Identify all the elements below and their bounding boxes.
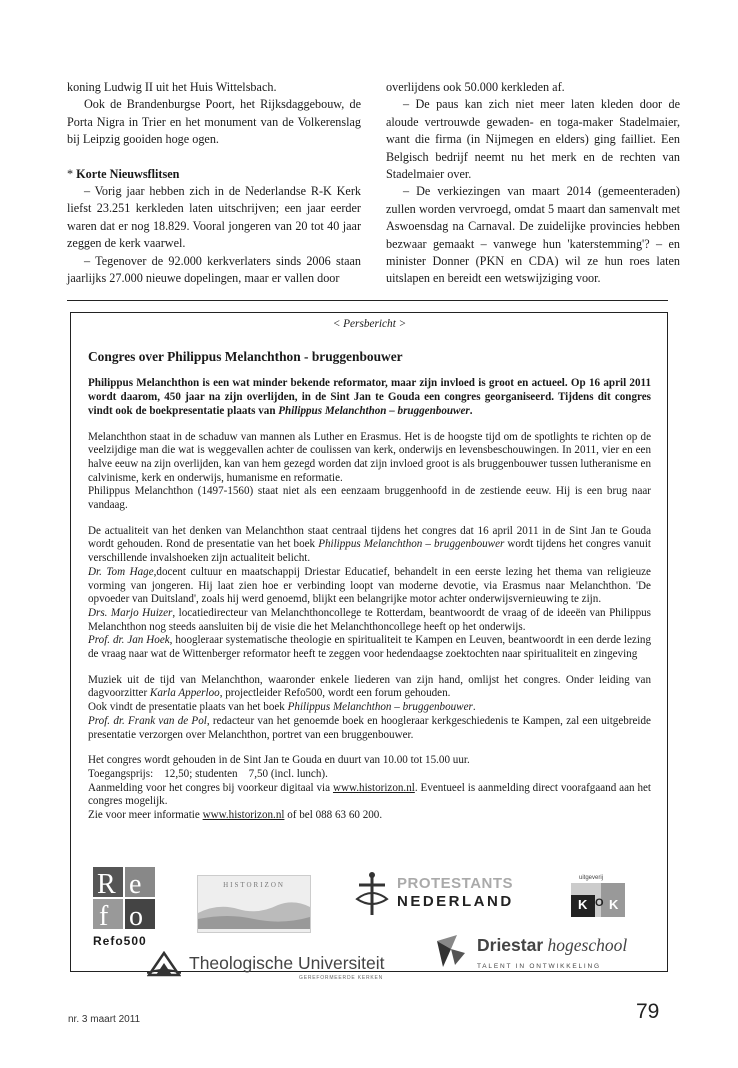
speaker-4-name: Prof. dr. Frank van de Pol — [88, 714, 207, 727]
info4-text-b: of bel 088 63 60 200. — [284, 809, 383, 822]
right-paragraph-3: – De verkiezingen van maart 2014 (gemeenteraden) zullen worden vervroegd, omdat 5 maart dan samenvalt met Aswoensdag na Carnaval. De zuidelijke provincies hebben bezwaar gemaakt – vanwege hun 'katerstemming'? – en minister Donner (PKN en CDA) wil ze hun roes laten uitslapen en bereidt een wetswijziging voor. — [386, 184, 680, 286]
left-paragraph-3: – Vorig jaar hebben zich in de Nederlandse R-K Kerk liefst 23.251 kerkleden laten uitschrijven; een jaar eerder waren dat er nog 18.829. Vooral jongeren van 20 tot 40 jaar zeggen de kerk vaarwel. — [67, 184, 361, 251]
kok-letter-o: O — [595, 897, 604, 909]
issue-label: nr. 3 maart 2011 — [68, 1014, 141, 1025]
right-paragraph-1: overlijdens ook 50.000 kerkleden af. — [386, 80, 565, 94]
pkn-dove-icon — [351, 869, 393, 917]
heading-text: Korte Nieuwsflitsen — [76, 166, 180, 181]
para4-text-b: , projectleider Refo500, wordt een forum gehouden. — [219, 687, 451, 700]
refo500-text: Refo500 — [93, 934, 147, 948]
refo500-mark-icon — [93, 867, 157, 929]
historizon-text: HISTORIZON — [223, 881, 285, 889]
left-paragraph-2: Ook de Brandenburgse Poort, het Rijksdaggebouw, de Porta Nigra in Trier en het monument van de Volkerenslag bij Leipzig gooiden hoge ogen. — [67, 97, 361, 147]
para4-name: Karla Apperloo — [149, 687, 220, 700]
info4-text-a: Zie voor meer informatie — [88, 809, 203, 822]
press-release-content — [88, 313, 651, 823]
press-release-box — [70, 312, 668, 981]
tu-text: Theologische Universiteit — [189, 953, 385, 973]
historizon-landscape-icon — [198, 889, 310, 929]
press-paragraph-2: Philippus Melanchthon (1497-1560) staat niet als een eenzaam bruggenhoofd in de zestiende eeuw. Hij is een brug naar vandaag. — [88, 485, 651, 512]
svg-text:f: f — [99, 901, 109, 929]
intro-end: . — [469, 404, 473, 417]
speaker-2-name: Drs. Marjo Huizer — [88, 606, 173, 619]
kok-small-text: uitgeverij — [579, 875, 604, 881]
kok-mark — [571, 883, 625, 917]
press-intro — [88, 377, 651, 418]
tu-emblem-icon — [147, 951, 181, 977]
press-paragraph-1: Melanchthon staat in de schaduw van mannen als Luther en Erasmus. Het is de hoogste tijd om de spotlights te richten op de veelzijdige man die wat is weggevallen achter de coulissen van kerk, onderwijs en levensbeschouwingen. In 2011, vier en een halve eeuw na zijn overlijden, kan van hem gezegd worden dat zijn invloed groot is als bruggenbouwer tussen lutheranisme en calvinisme, kerk en onderwijs, humanisme en reformatie. — [88, 430, 651, 484]
svg-text:R: R — [97, 869, 116, 900]
para3-book-title: Philippus Melanchthon – bruggenbouwer — [318, 538, 505, 551]
speaker-2 — [88, 607, 651, 634]
driestar-subtext: TALENT IN ONTWIKKELING — [477, 963, 601, 970]
info3-text-a: Aanmelding voor het congres bij voorkeur digitaal via — [88, 781, 333, 794]
speaker-1 — [88, 566, 651, 607]
info-line-1: Het congres wordt gehouden in de Sint Jan te Gouda en duurt van 10.00 tot 15.00 uur. — [88, 754, 470, 767]
refo500-logo — [93, 867, 165, 948]
para5-book-title: Philippus Melanchthon – bruggenbouwer — [287, 701, 473, 714]
pkn-line-1: PROTESTANTS — [397, 875, 514, 892]
tu-subtext: GEREFORMEERDE KERKEN — [299, 975, 384, 981]
left-paragraph-1: koning Ludwig II uit het Huis Wittelsbach. — [67, 80, 277, 94]
protestants-nederland-logo — [351, 869, 521, 919]
intro-text: Philippus Melanchthon is een wat minder bekende reformator, maar zijn invloed is groot en actueel. Op 16 april 2011 wordt daarom, 450 jaar na zijn overlijden, in de Sint Jan te Gouda een congres georganiseerd. Tijdens dit congres vindt ook de boekpresentatie plaats van — [88, 377, 651, 417]
info3-text-b: . Eventueel is aanmelding direct voorafgaand aan het congres mogelijk. — [88, 781, 652, 808]
info-line-4 — [88, 809, 651, 823]
page-number: 79 — [636, 1000, 660, 1023]
speaker-3 — [88, 634, 651, 661]
press-tag: < Persbericht > — [332, 318, 407, 330]
speaker-2-text: , locatiedirecteur van Melanchthoncollege te Rotterdam, beantwoordt de vraag of de ideeën van Philippus Melanchthon nog steeds aansluiten bij de visie die het Melanchthoncollege heeft op het onderwijs. — [88, 606, 651, 633]
driestar-italic: hogeschool — [543, 935, 628, 955]
para3-text-b: wordt tijdens het congres vanuit verschillende invalshoeken zijn actualiteit belicht. — [88, 538, 652, 565]
info-line-2: Toegangsprijs: 12,50; studenten 7,50 (incl. lunch). — [88, 767, 328, 780]
press-paragraph-3 — [88, 525, 651, 566]
info-line-3 — [88, 782, 651, 809]
para4-text-a: Muziek uit de tijd van Melanchthon, waaronder enkele liederen van zijn hand, omlijst het congres. Onder leiding van dagvoorzitter — [88, 673, 651, 700]
driestar-star-icon — [433, 933, 469, 969]
driestar-hogeschool-logo — [433, 931, 633, 983]
speaker-4 — [88, 715, 651, 742]
right-paragraph-2: – De paus kan zich niet meer laten kleden door de aloude vertrouwde gewaden- en toga-maker Stadelmaier, want die firma (in Nijmegen en elders) ging failliet. Een Belgisch bedrijf neemt nu het merk en de rechten van Stadelmaier over. — [386, 97, 680, 182]
kok-letter-k2: K — [609, 897, 619, 912]
press-paragraph-5 — [88, 701, 651, 715]
theologische-universiteit-logo — [147, 951, 387, 985]
left-column — [67, 79, 361, 287]
driestar-title — [477, 935, 627, 956]
historizon-link-2[interactable]: www.historizon.nl — [202, 809, 285, 822]
speaker-4-text: , redacteur van het genoemde boek en hoogleraar kerkgeschiedenis te Kampen, zal een uitgebreide presentatie verzorgen over Melanchthon, portret van een bruggenbouwer. — [88, 714, 651, 741]
intro-book-title: Philippus Melanchthon – bruggenbouwer — [278, 404, 470, 417]
para5-text-b: . — [472, 701, 476, 714]
right-column — [386, 79, 680, 288]
left-paragraph-4: – Tegenover de 92.000 kerkverlaters sinds 2006 staan jaarlijks 27.000 nieuwe dopelingen, maar er vallen door — [67, 253, 361, 286]
kok-letter-k1: K — [578, 897, 588, 912]
historizon-link-1[interactable]: www.historizon.nl — [332, 781, 415, 794]
horizontal-divider — [67, 300, 668, 301]
speaker-3-text: , hoogleraar systematische theologie en spiritualiteit te Kampen en Leuven, beantwoordt in een derde lezing de vraag naar wat de Wittenberger reformator heeft te zeggen voor hedendaagse zoektochten naar spiritualiteit en zingeving — [88, 634, 651, 661]
heading-prefix: * — [67, 166, 77, 181]
para5-text-a: Ook vindt de presentatie plaats van het boek — [88, 701, 288, 714]
pkn-line-2: NEDERLAND — [397, 893, 514, 910]
historizon-logo — [197, 875, 311, 933]
section-heading — [67, 166, 361, 183]
svg-text:o: o — [129, 901, 143, 929]
speaker-3-name: Prof. dr. Jan Hoek — [88, 634, 170, 647]
para3-text-a: De actualiteit van het denken van Melanchthon staat centraal tijdens het congres dat 16 april 2011 in de Sint Jan te Gouda wordt gehouden. Rond de presentatie van het boek — [88, 524, 651, 551]
speaker-1-name: Dr. Tom Hage — [88, 565, 154, 578]
press-title: Congres over Philippus Melanchthon - bruggenbouwer — [88, 348, 403, 364]
driestar-bold: Driestar — [477, 935, 544, 955]
speaker-1-text: ,docent cultuur en maatschappij Driestar Educatief, behandelt in een eerste lezing het thema van religieuze vorming van jongeren. Hij laat zien hoe er verbinding loopt van moderne devotie, via Erasmus naar Melanchthon. 'De opvoeder van Duitsland', zoals hij werd genoemd, blijkt een belangrijke motor achter onderwijsvernieuwing te zijn. — [88, 565, 651, 606]
kok-logo — [571, 875, 631, 925]
svg-text:e: e — [129, 869, 142, 900]
press-paragraph-4 — [88, 674, 651, 701]
